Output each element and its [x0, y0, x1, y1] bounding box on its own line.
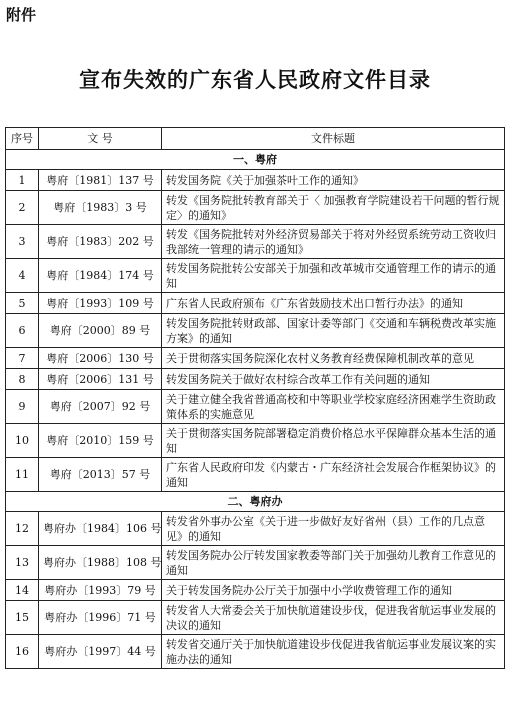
row-doc-title: 转发《国务院批转教育部关于〈 加强教育学院建设若干问题的暂行规定〉的通知》	[162, 191, 505, 225]
table-row	[6, 170, 505, 191]
row-doc-number: 粤府〔2013〕57 号	[39, 458, 162, 492]
table-row	[6, 348, 505, 369]
section-header-row	[6, 492, 505, 512]
row-doc-number: 粤府〔1993〕109 号	[39, 293, 162, 314]
row-doc-number: 粤府〔1983〕3 号	[39, 191, 162, 225]
row-doc-title: 转发国务院批转财政部、国家计委等部门《交通和车辆税费改革实施方案》的通知	[162, 314, 505, 348]
row-doc-title: 关于贯彻落实国务院深化农村义务教育经费保障机制改革的意见	[162, 348, 505, 369]
section-title: 二、粤府办	[6, 492, 505, 512]
row-doc-number: 粤府办〔1996〕71 号	[39, 601, 162, 635]
row-number: 7	[6, 348, 39, 369]
row-number: 8	[6, 369, 39, 390]
row-number: 16	[6, 635, 39, 669]
row-doc-number: 粤府〔1984〕174 号	[39, 259, 162, 293]
row-doc-title: 广东省人民政府颁布《广东省鼓励技术出口暂行办法》的通知	[162, 293, 505, 314]
row-doc-title: 转发国务院《关于加强茶叶工作的通知》	[162, 170, 505, 191]
row-doc-title: 关于建立健全我省普通高校和中等职业学校家庭经济困难学生资助政策体系的实施意见	[162, 390, 505, 424]
row-number: 3	[6, 225, 39, 259]
row-number: 11	[6, 458, 39, 492]
section-title: 一、粤府	[6, 150, 505, 170]
table-row	[6, 293, 505, 314]
row-doc-title: 关于转发国务院办公厅关于加强中小学收费管理工作的通知	[162, 580, 505, 601]
row-number: 13	[6, 546, 39, 580]
section-header-row	[6, 150, 505, 170]
row-doc-number: 粤府办〔1993〕79 号	[39, 580, 162, 601]
row-number: 12	[6, 512, 39, 546]
table-row	[6, 580, 505, 601]
table-row	[6, 259, 505, 293]
row-number: 9	[6, 390, 39, 424]
row-number: 2	[6, 191, 39, 225]
row-doc-title: 转发国务院关于做好农村综合改革工作有关问题的通知	[162, 369, 505, 390]
header-doc-title: 文件标题	[162, 128, 505, 150]
table-row	[6, 369, 505, 390]
table-row	[6, 635, 505, 669]
document-table	[5, 127, 505, 669]
row-number: 1	[6, 170, 39, 191]
row-doc-number: 粤府办〔1984〕106 号	[39, 512, 162, 546]
table-body	[6, 150, 505, 669]
row-doc-title: 转发国务院批转公安部关于加强和改革城市交通管理工作的请示的通知	[162, 259, 505, 293]
row-doc-title: 广东省人民政府印发《内蒙古・广东经济社会发展合作框架协议》的通知	[162, 458, 505, 492]
table-row	[6, 546, 505, 580]
table-row	[6, 390, 505, 424]
row-doc-title: 关于贯彻落实国务院部署稳定消费价格总水平保障群众基本生活的通知	[162, 424, 505, 458]
row-doc-number: 粤府〔2006〕130 号	[39, 348, 162, 369]
row-number: 14	[6, 580, 39, 601]
row-doc-title: 转发国务院办公厅转发国家教委等部门关于加强幼儿教育工作意见的通知	[162, 546, 505, 580]
header-no: 序号	[6, 128, 39, 150]
row-doc-number: 粤府〔2010〕159 号	[39, 424, 162, 458]
page-title: 宣布失效的广东省人民政府文件目录	[79, 67, 431, 92]
row-doc-number: 粤府办〔1988〕108 号	[39, 546, 162, 580]
row-doc-title: 转发《国务院批转对外经济贸易部关于将对外经贸系统劳动工资收归我部统一管理的请示的通知》	[162, 225, 505, 259]
table-row	[6, 458, 505, 492]
row-doc-title: 转发省外事办公室《关于进一步做好友好省州（县）工作的几点意见》的通知	[162, 512, 505, 546]
table-row	[6, 225, 505, 259]
table-header-row	[6, 128, 505, 150]
row-doc-number: 粤府〔2000〕89 号	[39, 314, 162, 348]
table-row	[6, 512, 505, 546]
row-number: 4	[6, 259, 39, 293]
table-row	[6, 314, 505, 348]
row-doc-title: 转发省交通厅关于加快航道建设步伐促进我省航运事业发展议案的实施办法的通知	[162, 635, 505, 669]
row-doc-number: 粤府〔2007〕92 号	[39, 390, 162, 424]
table-row	[6, 424, 505, 458]
row-doc-title: 转发省人大常委会关于加快航道建设步伐，促进我省航运事业发展的决议的通知	[162, 601, 505, 635]
row-number: 15	[6, 601, 39, 635]
row-number: 6	[6, 314, 39, 348]
row-number: 5	[6, 293, 39, 314]
table-row	[6, 191, 505, 225]
row-doc-number: 粤府办〔1997〕44 号	[39, 635, 162, 669]
row-doc-number: 粤府〔1981〕137 号	[39, 170, 162, 191]
header-doc-no: 文 号	[39, 128, 162, 150]
attachment-label: 附件	[6, 6, 37, 24]
table-row	[6, 601, 505, 635]
row-doc-number: 粤府〔2006〕131 号	[39, 369, 162, 390]
row-doc-number: 粤府〔1983〕202 号	[39, 225, 162, 259]
row-number: 10	[6, 424, 39, 458]
